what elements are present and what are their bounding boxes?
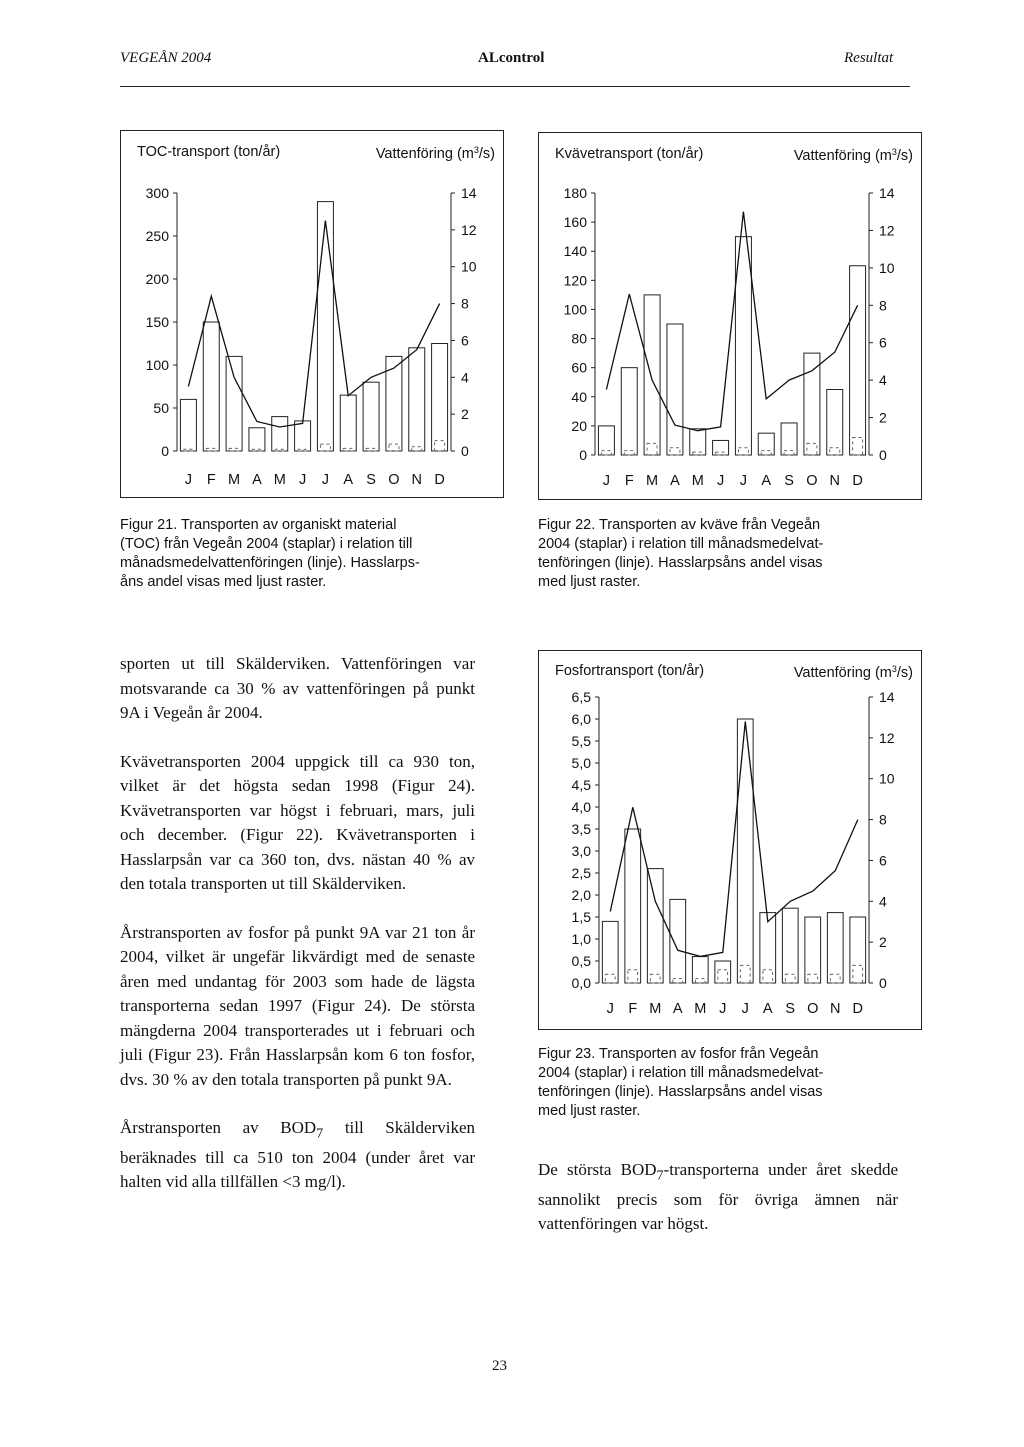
month-label: N [830,1001,841,1017]
chart-left-title: Kvävetransport (ton/år) [555,146,704,162]
left-tick-label: 40 [571,388,587,405]
right-tick-label: 6 [879,852,887,869]
bar-total [758,433,774,455]
right-tick-label: 6 [461,332,469,349]
month-label: N [411,472,422,488]
month-label: M [273,472,286,488]
bar-total [317,202,333,451]
right-tick-label: 0 [879,975,887,991]
right-tick-label: 8 [461,295,469,312]
header-rule [120,86,910,87]
right-tick-label: 14 [461,185,477,201]
left-tick-label: 3,5 [571,821,591,837]
month-label: A [672,1001,683,1017]
bar-total [621,368,637,455]
bar-total [602,921,618,983]
left-tick-label: 0 [579,447,587,463]
left-tick-label: 3,0 [571,843,591,859]
month-label: O [388,472,400,488]
bar-hasslarpsan [389,444,399,451]
bar-hasslarpsan [853,965,863,983]
body-paragraph-3: Årstransporten av fosfor på punkt 9A var 21 ton år 2004, vilket är ungefär likvärdigt med de senaste åren med undantag för 2003 som hade de lägsta transporterna sedan 1997 (Figur 24). De största mängderna 2004 transporterades ut i februari och juli (Figur 23). Från Hasslarpsån kom 6 ton fosfor, dvs. 30 % av den totala transporten på punkt 9A. [120,922,475,1089]
month-label: M [649,1001,662,1017]
bar-total [850,266,866,455]
page-number: 23 [492,1358,507,1374]
left-tick-label: 1,5 [571,909,591,925]
bar-total [781,423,797,455]
bar-total [782,908,798,983]
bar-hasslarpsan [740,965,750,983]
bar-hasslarpsan [830,448,840,455]
month-label: A [252,472,262,488]
body-left-column [120,652,475,1219]
bar-total [647,869,663,983]
bar-total [850,917,866,983]
right-tick-label: 0 [461,443,469,459]
month-label: N [829,473,840,489]
month-label: D [852,1001,863,1017]
body-paragraph-2: Kvävetransporten 2004 uppgick till ca 930 ton, vilket är det högsta sedan 1998 (Figur 24). Kvävetransporten var högst i februari, mars, juli och december. (Figur 22). Kvävetransporten i Hasslarpsån var ca 360 ton, dvs. nästan 40 % av den totala transporten ut till Skälderviken. [120,751,475,893]
right-tick-label: 10 [461,258,477,275]
right-tick-label: 8 [879,811,887,828]
left-tick-label: 80 [571,330,587,347]
bar-total [760,913,776,983]
chart-right-title: Vattenföring $(m^3/s)$ [793,147,913,164]
left-tick-label: 100 [563,301,587,318]
right-tick-label: 2 [461,406,469,423]
left-tick-label: 180 [563,185,587,201]
left-tick-label: 300 [145,185,169,201]
bar-hasslarpsan [320,444,330,451]
left-tick-label: 120 [563,272,587,289]
left-tick-label: 0 [161,443,169,459]
month-label: O [807,1001,819,1017]
month-label: M [694,1001,707,1017]
bar-total [340,395,356,451]
left-tick-label: 6,0 [571,711,591,727]
month-label: D [852,473,863,489]
bar-total [715,961,731,983]
bar-hasslarpsan [807,443,817,455]
month-label: J [602,473,611,489]
left-tick-label: 150 [145,314,169,330]
chart-right-title: Vattenföring $(m^3/s)$ [793,664,913,681]
left-tick-label: 200 [145,271,169,287]
month-label: J [321,472,330,488]
bar-hasslarpsan [808,974,818,983]
month-label: D [434,472,445,488]
chart-svg [121,131,503,497]
bar-total [805,917,821,983]
left-tick-label: 5,0 [571,755,591,771]
month-label: J [741,1001,749,1017]
figure-23-chart [538,650,922,1030]
bar-total [272,417,288,451]
month-label: F [628,1001,638,1017]
bar-hasslarpsan [650,974,660,983]
figure-22-chart [538,132,922,500]
bar-total [203,322,219,451]
bar-hasslarpsan [785,974,795,983]
right-tick-label: 14 [879,185,895,201]
bar-total [804,353,820,455]
month-label: M [691,473,704,489]
bar-hasslarpsan [761,451,771,455]
left-tick-label: 20 [571,417,587,434]
left-tick-label: 2,0 [571,887,591,903]
bar-hasslarpsan [673,979,683,983]
bar-hasslarpsan [853,438,863,455]
bar-hasslarpsan [763,970,773,983]
bar-total [692,957,708,983]
chart-svg [539,133,921,499]
left-tick-label: 250 [145,228,169,244]
right-tick-label: 0 [879,447,887,463]
left-tick-label: 4,5 [571,777,591,793]
bar-hasslarpsan [695,979,705,983]
bar-total [644,295,660,455]
right-tick-label: 4 [879,372,887,389]
right-tick-label: 12 [879,729,895,746]
bar-hasslarpsan [830,974,840,983]
bar-hasslarpsan [601,451,611,455]
left-tick-label: 50 [153,400,169,416]
left-tick-label: 2,5 [571,865,591,881]
month-label: M [228,472,241,488]
month-label: J [184,472,193,488]
bar-total [226,356,242,451]
right-tick-label: 6 [879,334,887,351]
body-paragraph-4: Årstransporten av $BOD_7$ till Skälderviken beräknades till ca 510 ton 2004 (under året var halten vid alla tillfällen <3 mg/l). [120,1118,476,1192]
bar-total [827,390,843,456]
bar-hasslarpsan [718,970,728,983]
month-label: M [646,473,659,489]
chart-left-title: Fosfortransport (ton/år) [555,663,705,679]
month-label: A [762,1001,773,1017]
bar-hasslarpsan [624,451,634,455]
month-label: S [784,473,794,489]
bar-total [432,344,448,452]
header-report-title: VEGEÅN 2004 [120,50,212,66]
right-tick-label: 2 [879,409,887,426]
bar-total [737,719,753,983]
left-tick-label: 0,0 [571,975,591,991]
header-section: Resultat [844,50,894,66]
right-tick-label: 4 [461,369,469,386]
right-tick-label: 14 [879,689,895,705]
month-label: O [806,473,818,489]
figure-23-caption: Figur 23. Transporten av fosfor från Vegeån 2004 (staplar) i relation till månadsmedelvat- tenföringen (linje). Hasslarpsåns andel visas med ljust raster. [538,1046,824,1119]
right-tick-label: 10 [879,770,895,787]
bar-total [713,440,729,455]
figure-21-chart [120,130,504,498]
bar-hasslarpsan [670,448,680,455]
bar-hasslarpsan [628,970,638,983]
bar-total [363,382,379,451]
bar-hasslarpsan [412,447,422,451]
figure-21-caption: Figur 21. Transporten av organiskt material (TOC) från Vegeån 2004 (staplar) i relation till månadsmedelvattenföringen (linje). Hasslarps- åns andel visas med ljust raster. [120,517,420,590]
chart-svg [539,651,921,1029]
bar-total [180,399,196,451]
bar-total [295,421,311,451]
month-label: J [606,1001,614,1017]
bar-total [670,899,686,983]
month-label: A [670,473,680,489]
month-label: J [298,472,307,488]
left-tick-label: 60 [571,359,587,376]
left-tick-label: 4,0 [571,799,591,815]
month-label: A [343,472,354,488]
bar-hasslarpsan [784,451,794,455]
month-label: F [624,473,634,489]
month-label: J [739,473,748,489]
header-company: ALcontrol [478,50,545,66]
bar-total [625,829,641,983]
bar-total [690,429,706,455]
left-tick-label: 140 [563,243,587,260]
bar-total [598,426,614,455]
figure-22-caption: Figur 22. Transporten av kväve från Vegeån 2004 (staplar) i relation till månadsmedelvat- tenföringen (linje). Hasslarpsåns andel visas med ljust raster. [538,517,824,590]
chart-left-title: TOC-transport (ton/år) [137,144,281,160]
bar-total [249,428,265,451]
right-tick-label: 12 [879,222,895,239]
month-label: S [785,1001,796,1017]
left-tick-label: 0,5 [571,953,591,969]
body-right-paragraph [538,1158,898,1261]
right-tick-label: 12 [461,221,477,238]
right-tick-label: 4 [879,893,887,910]
right-tick-label: 10 [879,259,895,276]
month-label: S [366,472,376,488]
right-tick-label: 2 [879,934,887,951]
month-label: J [719,1001,727,1017]
body-paragraph-5: De största $BOD_7$-transporterna under året skedde sannolikt precis som för övriga ämnen när vattenföringen var högst. [538,1160,898,1234]
bar-hasslarpsan [605,974,615,983]
month-label: J [716,473,725,489]
bar-total [409,348,425,451]
left-tick-label: 100 [145,357,169,373]
left-tick-label: 5,5 [571,733,591,749]
bar-hasslarpsan [647,443,657,455]
left-tick-label: 6,5 [571,689,591,705]
month-label: A [761,473,772,489]
bar-total [667,324,683,455]
bar-hasslarpsan [738,448,748,455]
chart-right-title: Vattenföring $(m^3/s)$ [375,145,495,162]
left-tick-label: 160 [563,214,587,231]
bar-hasslarpsan [435,441,445,451]
right-tick-label: 8 [879,297,887,314]
month-label: F [206,472,216,488]
left-tick-label: 1,0 [571,931,591,947]
bar-total [827,913,843,983]
body-paragraph-1: sporten ut till Skälderviken. Vattenföringen var motsvarande ca 30 % av vattenföringen på punkt 9A i Vegeån år 2004. [120,654,475,722]
